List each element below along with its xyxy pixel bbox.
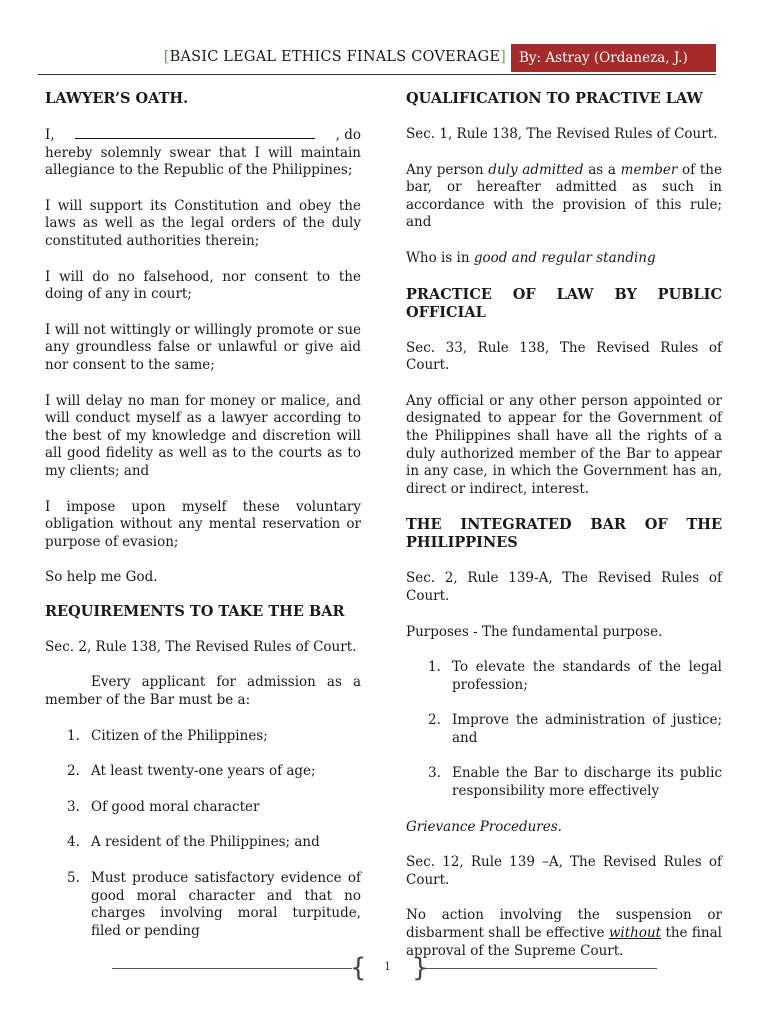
emphasis-text: member: [620, 161, 678, 178]
list-number: 3.: [428, 765, 441, 782]
title-bracket-close: ]: [500, 49, 506, 65]
footer-rule-left: [112, 968, 352, 969]
text-span: No action involving the suspension or disbarment shall be effective: [406, 907, 722, 942]
underlined-emphasis: without: [608, 925, 662, 942]
list-item: [406, 659, 722, 694]
footer-rule-right: [425, 968, 657, 969]
list-item: [406, 712, 722, 747]
qualification-section-ref: Sec. 1, Rule 138, The Revised Rules of Court.: [406, 126, 718, 142]
left-column: [45, 90, 361, 940]
list-text: A resident of the Philippines; and: [91, 834, 320, 851]
public-official-heading: PRACTICE OF LAW BY PUBLIC OFFICIAL: [406, 285, 722, 321]
page-number: 1: [384, 960, 391, 973]
author-badge: By: Astray (Ordaneza, J.): [511, 44, 716, 72]
oath-heading: LAWYER’S OATH.: [45, 90, 189, 107]
page-header: [38, 44, 716, 75]
list-text: Citizen of the Philippines;: [91, 727, 268, 744]
requirements-section-ref: Sec. 2, Rule 138, The Revised Rules of Court.: [45, 638, 357, 655]
text-span: Any person: [406, 161, 489, 178]
oath-paragraph-1: [45, 126, 361, 180]
list-text: Improve the administration of justice; and: [452, 712, 722, 746]
emphasis-text: duly admitted: [488, 161, 584, 178]
text-span: of the bar, or hereafter admitted as such in accordance with the provision of this rule; and: [406, 161, 722, 231]
list-number: 1.: [67, 727, 80, 744]
oath-paragraph-5: I will delay no man for money or malice, and will conduct myself as a lawyer according to the best of my knowledge and discretion will all good fidelity as well as to the courts as to my clients; and: [45, 392, 361, 479]
text-span: the final approval of the Supreme Court.: [406, 925, 722, 959]
oath-paragraph-3: I will do no falsehood, nor consent to the doing of any in court;: [45, 268, 361, 303]
list-number: 4.: [67, 834, 80, 851]
emphasis-text: Grievance Procedures.: [406, 818, 562, 835]
list-number: 5.: [67, 870, 80, 887]
right-column: [406, 90, 722, 960]
ibp-heading: THE INTEGRATED BAR OF THE PHILIPPINES: [406, 516, 722, 552]
oath-paragraph-4: I will not wittingly or willingly promote or sue any groundless false or unlawful or give aid nor consent to the same;: [45, 321, 361, 373]
public-official-paragraph: Any official or any other person appointed or designated to appear for the Government of the Philippines shall have all the rights of a duly authorized member of the Bar to appear in any case, in which the Government has an, direct or indirect, interest.: [406, 392, 722, 497]
list-item: [45, 728, 361, 746]
qualification-heading: QUALIFICATION TO PRACTIVE LAW: [406, 90, 703, 107]
public-official-section-ref: Sec. 33, Rule 138, The Revised Rules of Court.: [406, 339, 722, 374]
list-number: 2.: [428, 712, 441, 729]
emphasis-text: good and regular standing: [473, 249, 656, 266]
list-text: Enable the Bar to discharge its public responsibility more effectively: [452, 765, 722, 800]
title-bracket-open: [: [163, 49, 170, 65]
qualification-paragraph-2: [406, 250, 722, 268]
text-span: Who is in: [406, 249, 474, 266]
list-item: [45, 834, 361, 852]
list-text: At least twenty-one years of age;: [91, 763, 316, 780]
qualification-paragraph-1: [406, 162, 722, 232]
ibp-purposes: Purposes - The fundamental purpose.: [406, 623, 663, 640]
list-number: 1.: [428, 659, 441, 676]
title-text: BASIC LEGAL ETHICS FINALS COVERAGE: [169, 49, 501, 65]
list-text: Must produce satisfactory evidence of good moral character and that no charges involving moral turpitude, filed or pending: [91, 870, 361, 939]
list-text: Of good moral character: [91, 798, 260, 815]
requirements-list: [45, 728, 361, 941]
ibp-purposes-list: [406, 659, 722, 801]
list-item: [406, 765, 722, 800]
document-title: [164, 49, 506, 65]
list-item: [45, 799, 361, 817]
brace-open-icon: {: [350, 953, 367, 983]
oath-paragraph-7: So help me God.: [45, 569, 158, 586]
list-text: To elevate the standards of the legal profession;: [452, 659, 722, 693]
list-number: 2.: [67, 763, 80, 780]
list-item: [45, 870, 361, 940]
oath-do: , do: [335, 127, 361, 143]
grievance-section-ref: Sec. 12, Rule 139 –A, The Revised Rules of Court.: [406, 854, 722, 888]
grievance-heading: [406, 819, 722, 837]
name-blank-line: [75, 126, 315, 139]
list-number: 3.: [67, 798, 80, 815]
requirements-heading: REQUIREMENTS TO TAKE THE BAR: [45, 602, 345, 620]
oath-paragraph-6: I impose upon myself these voluntary obligation without any mental reservation or purpose of evasion;: [45, 498, 361, 550]
text-span: as a: [583, 161, 621, 178]
list-item: [45, 763, 361, 781]
oath-paragraph-2: I will support its Constitution and obey the laws as well as the legal orders of the duly constituted authorities therein;: [45, 197, 361, 249]
brace-close-icon: }: [412, 953, 429, 983]
requirements-intro: Every applicant for admission as a member of the Bar must be a:: [45, 674, 361, 709]
ibp-section-ref: Sec. 2, Rule 139-A, The Revised Rules of Court.: [406, 570, 722, 604]
oath-i: I,: [45, 127, 55, 143]
grievance-paragraph: [406, 907, 722, 960]
oath-p1-text: hereby solemnly swear that I will maintain allegiance to the Republic of the Philippines;: [45, 144, 361, 179]
